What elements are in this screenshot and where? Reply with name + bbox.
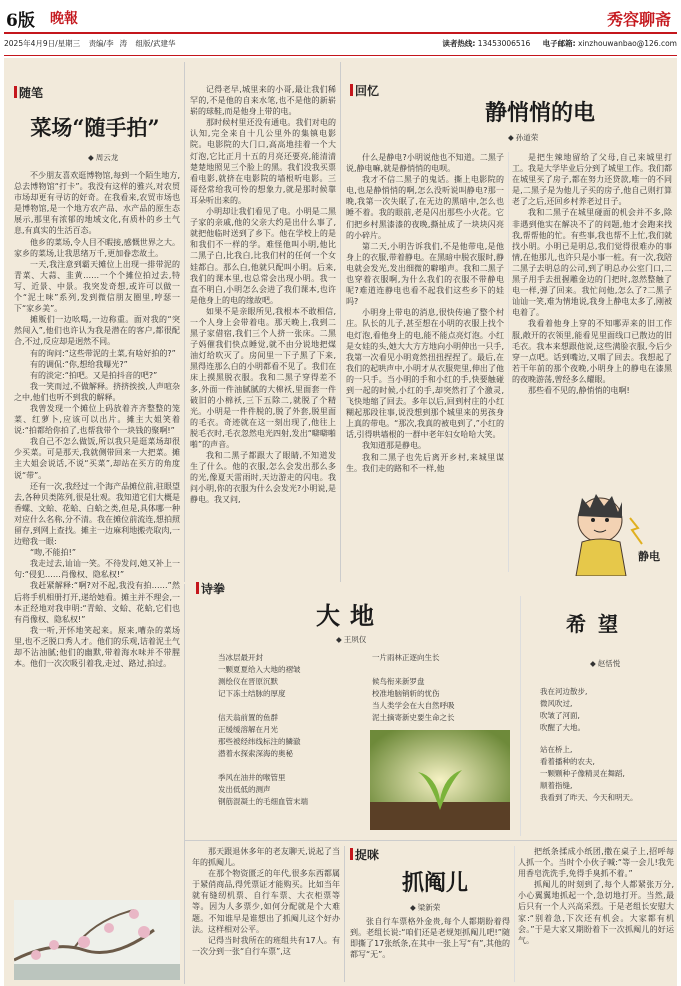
row-divider	[185, 840, 677, 841]
article-title-dadi: 大地	[316, 601, 384, 630]
article-title-caishichang: 菜场“随手拍”	[30, 115, 160, 140]
issue-date: 2025年4月9日/星期三	[4, 39, 81, 48]
poem-line: 看着播种的农夫,	[540, 757, 595, 766]
paragraph: 记得当时我所在的班组共有17人。有一次分到一张“自行车票”,这	[192, 935, 340, 956]
poem-dadi-left	[218, 652, 358, 808]
poem-line	[218, 700, 358, 712]
paragraph: 如果不是亲眼所见,我根本不敢相信,一个人身上会带着电。那天晚上,我到二黑子家借宿,我们三个人挤一张床。二黑子妈催我们快点睡觉,就不由分说地把煤油灯给吹灭了。房间里一下子黑了下来,黑得连那么白的小明都看不见了。我们在床上摸黑脱衣服。我和二黑子穿得差不多,外面一件油腻腻的大棉袄,里面套一件破旧的小棉袄,三下五除二,就脱了个精光。小明是一件件脱的,脱了外套,脱里面的毛衣。奇迹就在这一刻出现了,他往上脱毛衣时,毛衣忽然电光四射,发出“噼噼啪啪”的声音。	[190, 306, 336, 449]
section-label-zhuoya: 捉咪	[350, 846, 379, 863]
poem-line: 一片雨林正逐向生长	[372, 653, 440, 662]
section-label-shiquan: 诗拳	[196, 580, 225, 597]
poem-line: 校准地脑销斩的忧伤	[372, 689, 440, 698]
article-body-caishichang	[14, 170, 180, 890]
page-header	[0, 0, 681, 34]
email-label: 电子邮箱:	[542, 39, 576, 48]
article-body-jingqiao-col1	[346, 152, 504, 572]
poem-line: 钢筋混凝土的毛细血管末端	[218, 797, 308, 806]
paragraph: 抓阄儿的时刻到了,每个人都紧张万分,小心翼翼地抓起一个,急切地打开。当然,最后只有一个人兴高采烈。于是老组长安慰大家:“别着急,下次还有机会。大家都有机会。”于是大家又期盼着下一次抓阄儿的好运气。	[518, 880, 674, 945]
paragraph: 那天跟退休多年的老友聊天,说起了当年的抓阄儿。	[192, 847, 340, 868]
paragraph: 我赶紧解释:“啊?对不起,我没有拍……”然后将手机相册打开,递给她看。摊主并不理会,一本正经地对我申明:“青蛤、文蛤、花蛤,它们也有肖像权、隐私权!”	[14, 581, 180, 624]
header-divider	[4, 32, 677, 34]
paragraph: 什么是静电?小明说他也不知道。二黑子说,静电嘛,就是静悄悄的电呗。	[346, 153, 504, 174]
poem-line: 那些被经纬线标注的鱗澈	[218, 737, 301, 746]
plant-photo	[370, 730, 510, 830]
poem-dadi-right	[372, 652, 512, 724]
paragraph: 我一笑而过,不做解释。挤挤挨挨,人声喧杂之中,他们也听不到我的解释。	[14, 381, 180, 402]
article-title-jingqiao: 静悄悄的电	[484, 100, 595, 126]
paragraph: 小明却让我们看见了电。小明是二黑子家的亲戚,他的父亲大约是出什么事了,就把他临时送到了乡下。他在学校上的是和我们不一样的学。难怪他叫小明,他比二黑子白,比我白,比我们村的任何一个女娃都白。那么白,他就只配叫小明。后来,我们的课本里,也总常会出现小明。我一直不明白,小明怎么会进了我们课本,也许是他身上的电的缘故吧。	[190, 207, 336, 305]
poem-line: 泥土摘寄新史要生命之长	[372, 713, 455, 722]
poem-line: 微风吹过,	[540, 699, 573, 708]
poem-line: 潜着水探索深海的奥秘	[218, 749, 293, 758]
section-name: 秀容聊斋	[606, 10, 671, 29]
group-label: 组版/武建华	[135, 39, 176, 48]
article-title-zhuajiuer: 抓阄儿	[401, 870, 468, 896]
article-body-jingqiao-prev	[190, 84, 336, 564]
section-marker	[350, 84, 353, 96]
poem-line: 吹醒了大地。	[540, 723, 585, 732]
paragraph: 我自己不怎么做饭,所以我只是逛菜场却很少买菜。可是那天,我就侧带回来一大把菜。摊主大姐会说话,不说“买菜”,却站在买方的角度说“带”。	[14, 437, 180, 480]
poem-line: 当人类学会在大自然呼吸	[372, 701, 455, 710]
poem-line: 候鸟衔来新罗盘	[372, 677, 425, 686]
article-title-xiwang: 希望	[566, 612, 630, 636]
byline-dadi: ◆ 王夙仅	[336, 635, 367, 644]
poem-line: 正缓缓溶解在月光	[218, 725, 278, 734]
section-marker	[350, 848, 353, 860]
poem-line: 信天翁前置的鱼群	[218, 713, 278, 722]
boy-illustration	[560, 488, 672, 576]
paragraph: 小明身上带电的消息,很快传遍了整个村庄。队长的儿子,甚至想在小明的衣服上找个电灯泡,看他身上的电,能不能点亮灯泡。小红是女娃的头,她大大方方地向小明伸出一只手,我第一次看见小明竟然扭扭捏捏了。最后,在我们的起哄声中,小明才从衣服兜里,伸出了他的一只手。当小明的手和小红的手,快要触碰到一起的时候,小红的手,却突然打了个激灵,飞快地缩了回去。多年以后,回到村庄的小红糊起那段往事,说没想到那个城里来的男孩身上真的带电。“那次,我真的被电到了,”小红的话,引得哄墙根的一群中老年妇女哈哈大笑。	[346, 308, 504, 440]
poem-xiwang-stanza1	[540, 686, 672, 734]
column-divider	[184, 62, 185, 582]
paragraph: 不少朋友喜欢逛博物馆,每到一个陌生地方,总去博物馆“打卡”。我没有这样的雅兴,对农贸市场却更有寻访的好奇。在我看来,农贸市场也是博物馆,是一个地方农产品、水产品的原生态展示,那里有浓郁的地域文化,有质朴的乡土气息,有真实的生活百态。	[14, 171, 180, 236]
poem-line: 季风在油井的喉管里	[218, 773, 286, 782]
section-label-suibi: 随笔	[14, 84, 43, 101]
paragraph: 把纸条揉成小纸团,撒在桌子上,招呼每人抓一个。当时个小伙子喊:“等一会儿!我先用香皂洗洗手,免得手臭抓不着。”	[518, 847, 674, 879]
header-divider-2	[4, 55, 677, 56]
byline-zhuajiuer: ◆ 梁新荣	[410, 903, 441, 912]
paragraph: 第二天,小明告诉我们,不是他带电,是他身上的衣服,带着静电。在黑暗中脱衣服时,静电就会发光,发出细微的噼啪声。我和二黑子也穿着衣服啊,为什么我们的衣服不带静电呢?难道连静电也看不起我们这些乡下的娃吗?	[346, 241, 504, 307]
paragraph: 我和二黑子在城里碰面的机会并不多,除非遇到他实在解决不了的问题,他才会跑来找我,帮帮他的忙。有些事,我也帮不上忙,我们就找小明。小明已是明总,我们觉得很难办的事情,在他那儿,也许只是小事一桩。有一次,我陪二黑子去明总的公司,到了明总办公室门口,二黑子用手去扭握雕金边的门把时,忽然整触了电一样,弹了回来。我忙问他,怎么了?二黑子讪讪一笑,难为情地说,我身上静电太多了,刚被电着了。	[512, 208, 672, 318]
poem-xiwang-stanza2	[540, 744, 672, 804]
paragraph: 有的淡定:“拍吧。又是拍抖音的吧?”	[30, 370, 158, 380]
article-body-jingqiao-col2	[512, 152, 672, 482]
byline-xiwang: ◆ 赵恬悦	[590, 659, 621, 668]
paragraph: 我才不信二黑子的鬼话。撕上电影院的电,也是静悄悄的啊,怎么没听说叫静电?那一晚,我第一次失眠了,在无边的黑暗中,怎么也睡不着。我的眼前,老是闪出那些小火花。它们把乡村黑漆漆的夜晚,撕扯成了一块块闪亮的小碎片。	[346, 175, 504, 240]
section-marker	[196, 582, 199, 594]
poem-line: 我看到了昨天、今天和明天。	[540, 793, 638, 802]
paragraph: 还有一次,我经过一个海产品摊位前,驻眼望去,各种贝类陈列,很是壮观。我知道它们大概是香螺、文蛤、花蛤、白蛤之类,但是,具体哪一种对应什么名称,分不清。我在摊位前流连,想拍照留存,到网上查找。摊主一边麻利地搬壳取肉,一边赔我一眼:	[14, 481, 180, 547]
paragraph: 摊贩们一边吆喝,一边称重。面对我的“突然闯入”,他们也许认为我是潜在的客户,都很配合,不过,反应却是迥然不同。	[14, 315, 180, 347]
paragraph: 我走过去,讪讪一笑。不待发问,她又补上一句:“侵犯……肖像权、隐私权!”	[14, 559, 180, 580]
paragraph: 在那个物资匮乏的年代,很多东西都属于紧俏商品,得凭票证才能购买。比如当年就有缝纫机票、自行车票、大衣柜票等等。因为人多票少,如何分配就是个大难题。不知谁早是谁想出了抓阄儿这个好办法。这样相对公平。	[192, 869, 340, 934]
paragraph: 他乡的菜场,令人目不暇接,感慨世界之大。家乡的菜场,让我思绪万千,更加眷恋故土。	[14, 237, 180, 258]
column-divider-2	[340, 62, 341, 582]
paragraph: 我知道那是静电。	[362, 441, 426, 451]
poem-line: 当冰层最开封	[218, 653, 263, 662]
byline-jingqiao: ◆ 孙道荣	[508, 133, 539, 142]
editor-name: 涛	[119, 39, 128, 48]
poem-line	[372, 664, 512, 676]
editor-label: 责编/李	[88, 39, 114, 48]
column-divider-5	[520, 596, 521, 836]
poem-line	[218, 760, 358, 772]
poem-line: 测绘仪在晋原沉默	[218, 677, 278, 686]
column-divider-7	[514, 846, 515, 982]
paragraph: 那些看不见的,静悄悄的电啊!	[528, 385, 630, 395]
article-body-zhuajiuer-col1	[350, 916, 510, 982]
paragraph: 是把生辣地留给了父母,自己来城里打工。我是大学毕业后分到了城里工作。我们都在城里买了房子,都在努力还贷款,唯一的不同是,二黑子是为他儿子买的房子,他自己则打算老了之后,还回乡村养老过日子。	[512, 153, 672, 207]
poem-line: 吹皱了河面,	[540, 711, 580, 720]
page-number: 6版	[6, 11, 35, 31]
paragraph: 我和二黑子也先后离开乡村,来城里谋生。我们走的路和不一样,他	[346, 452, 504, 473]
paragraph: 我一听,开怀地笑起来。原来,嘈杂的菜场里,也不乏脱口秀人才。他们的乐观,诘着泥土气却不沾油腻;他们的幽默,带着海水味并不带腥本。他们一次次吸引着我,走过、路过,拍过。	[14, 625, 180, 669]
poem-line: 一颗夏夏给入大地的褶皱	[218, 665, 301, 674]
poem-line: 一颗颗种子像精灵在舞蹈,	[540, 769, 625, 778]
boy-illustration-caption: 静电	[638, 550, 660, 563]
paragraph: 我看着他身上穿的不知哪弄来的旧工作服,敞开的衣领里,能看见里面线口已散边的旧毛衣。我本来想跟他说,这些满脸衣服,今后少穿一点吧。话到嘴边,又咽了回去。我想起了若干年前的那个夜晚,小明身上的静电在漆黑的夜晚游荡,曾经多么耀眼。	[512, 319, 672, 384]
paragraph: 有的调侃:“你,想给我曝光?”	[30, 359, 128, 369]
section-marker	[14, 86, 17, 98]
paragraph: 那时候村里还没有通电。我们对电的认知,完全来自十几公里外的集镇电影院。电影院的大门口,高高地挂着一个大灯泡,它比正月十五的月亮还要亮,能清清楚楚地照见三个脸上的黑。我们没我买票看电影,就挤在电影院的墙根听电影。三哥经常给我可怜的想象力,就是那时候靠耳朵听出来的。	[190, 118, 336, 205]
hotline-label: 读者热线:	[442, 39, 476, 48]
paragraph: 张自行车票格外金贵,每个人都期盼着得到。老组长说:“咱们还是老规矩抓阄儿吧!”随即撕了17张纸条,在其中一张上写“有”,其他的都写“无”。	[350, 917, 510, 960]
article-body-zhuajiuer-prev	[192, 846, 340, 982]
contact-info	[442, 36, 677, 52]
article-body-zhuajiuer-col2	[518, 846, 674, 982]
paper-logo: 晚報	[50, 11, 78, 27]
hotline: 13453006516	[477, 39, 531, 48]
column-divider-6	[344, 846, 345, 982]
column-divider-4	[184, 584, 185, 984]
poem-line: 站在桥上,	[540, 745, 573, 754]
poem-line: 发出低低的测声	[218, 785, 271, 794]
byline-caishichang: ◆ 周云龙	[88, 153, 119, 162]
plum-blossom-illustration	[14, 900, 180, 980]
paragraph: 记得老早,城里来的小哥,最让我们稀罕的,不是他的自来水笔,也不是他的新崭崭的球鞋,而是他身上带的电。	[190, 85, 336, 117]
email: xinzhouwanbao@126.com	[578, 39, 677, 48]
poem-line: 我在河边散步,	[540, 687, 588, 696]
paragraph: 我和二黑子都跟大了眼睛,不知道发生了什么。他的衣服,怎么会发出那么多的光,像夏天雷雨时,天边游走的闪电。我问小明,你的衣服为什么会发光?小明说,是静电。我又问,	[190, 451, 336, 505]
poem-line: 记下冻土结脉的厚度	[218, 689, 286, 698]
paragraph: 一天,我注意到霸天摊位上出现一排带泥的青菜、大蒜、韭黄……一个个摊位拍过去,特写、近景、中景。我突发奇想,或许可以做一个“泥土味”系列,发到微信朋友圈里,哼瑟一下“家乡美”。	[14, 259, 180, 314]
poem-line: 顺着指缝,	[540, 781, 573, 790]
paragraph: 我曾发现一个摊位上码放着齐齐整整的笼菜、红萝卜,应该可以出片。摊主大姐笑着说:“拍都给你拍了,也帮我带个一块钱的聚啊!”	[14, 403, 180, 436]
paragraph: 有的询问:“这些带泥的土菜,有啥好拍的?”	[30, 348, 176, 358]
paragraph: “吻,不能拍!”	[30, 548, 77, 558]
column-divider-3	[508, 152, 509, 572]
section-label-huiyi: 回忆	[350, 82, 379, 99]
